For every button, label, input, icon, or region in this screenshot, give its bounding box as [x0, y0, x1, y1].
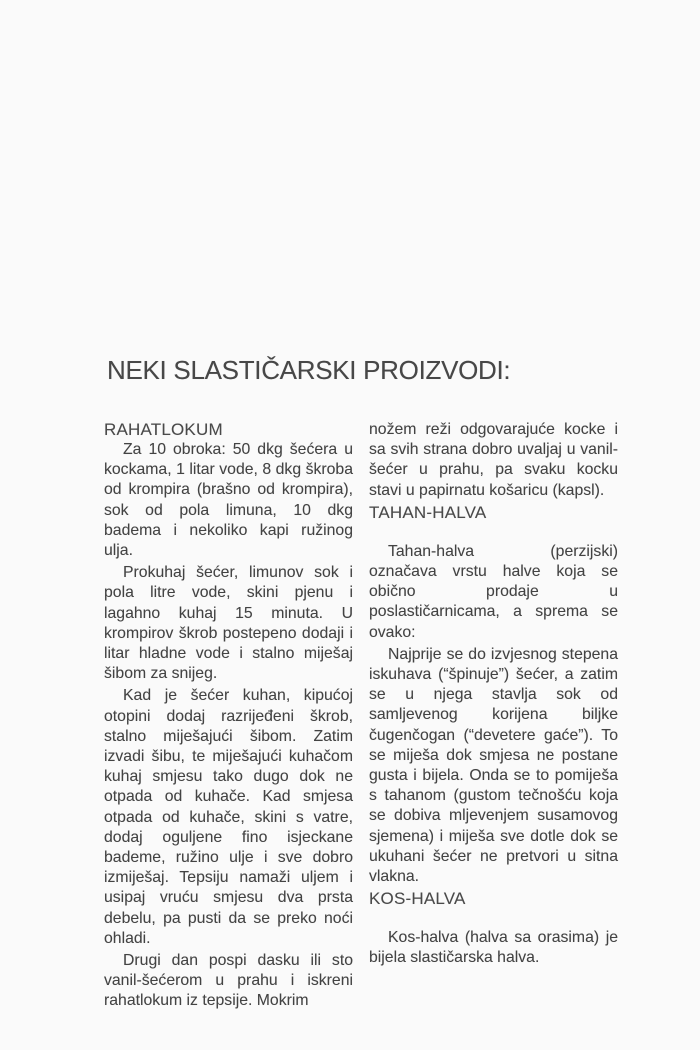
- paragraph-continuation: nožem reži odgovarajuće kocke i sa svih strana dobro uvaljaj u vanil-šećer u prahu, pa svaku kocku stavi u papirnatu košaricu (kapsl).: [369, 421, 618, 499]
- two-column-text: [104, 420, 618, 1014]
- page-title: NEKI SLASTIČARSKI PROIZVODI:: [107, 355, 511, 385]
- paragraph-tahan-method: Najprije se do izvjesnog stepena iskuhava (“špinuje”) šećer, a zatim se u njega stavlja sok od samljevenog korijena biljke čugenčogan (“devetere gaće”). To se miješa dok smjesa ne postane gusta i bijela. Onda se to pomiješa s tahanom (gustom tečnošću koja se dobiva mljevenjem susamovog sjemena) i miješa sve dotle dok se ukuhani šećer ne pretvori u sitna vlakna.: [369, 645, 618, 886]
- section-heading-tahan-halva: TAHAN-HALVA: [369, 502, 487, 522]
- left-column: [104, 420, 353, 1014]
- paragraph-kos-intro: Kos-halva (halva sa orasima) je bijela slastičarska halva.: [369, 929, 618, 967]
- section-heading-rahatlokum: RAHATLOKUM: [104, 420, 223, 439]
- right-column: [369, 420, 618, 1014]
- paragraph-step-2: Kad je šećer kuhan, kipućoj otopini dodaj razrijeđeni škrob, stalno miješajući šibom. Zatim izvadi šibu, te miješajući kuhačom kuhaj smjesu tako dugo dok ne otpada od kuhače. Kad smjesa otpada od kuhače, skini s vatre, dodaj oguljene fino isjeckane bademe, ružino ulje i sve dobro izmiješaj. Tepsiju namaži uljem i usipaj vruću smjesu dva prsta debelu, pa pusti da se preko noći ohladi.: [104, 687, 353, 947]
- paragraph-tahan-intro: Tahan-halva (perzijski) označava vrstu halve koja se obično prodaje u poslastičarnicama, a sprema se ovako:: [369, 542, 618, 641]
- paragraph-ingredients: Za 10 obroka: 50 dkg šećera u kockama, 1 litar vode, 8 dkg škroba od krompira (brašno od krompira), sok od pola limuna, 10 dkg badema i nekoliko kapi ružinog ulja.: [104, 441, 353, 560]
- paragraph-step-1: Prokuhaj šećer, limunov sok i pola litre vode, skini pjenu i lagahno kuhaj 15 minuta. U krompirov škrob postepeno dodaji i litar hladne vode i stalno miješaj šibom za snijeg.: [104, 564, 353, 683]
- section-heading-kos-halva: KOS-HALVA: [369, 889, 466, 909]
- paragraph-step-3: Drugi dan pospi dasku ili sto vanil-šećerom u prahu i iskreni rahatlokum iz tepsije. Mokrim: [104, 952, 353, 1010]
